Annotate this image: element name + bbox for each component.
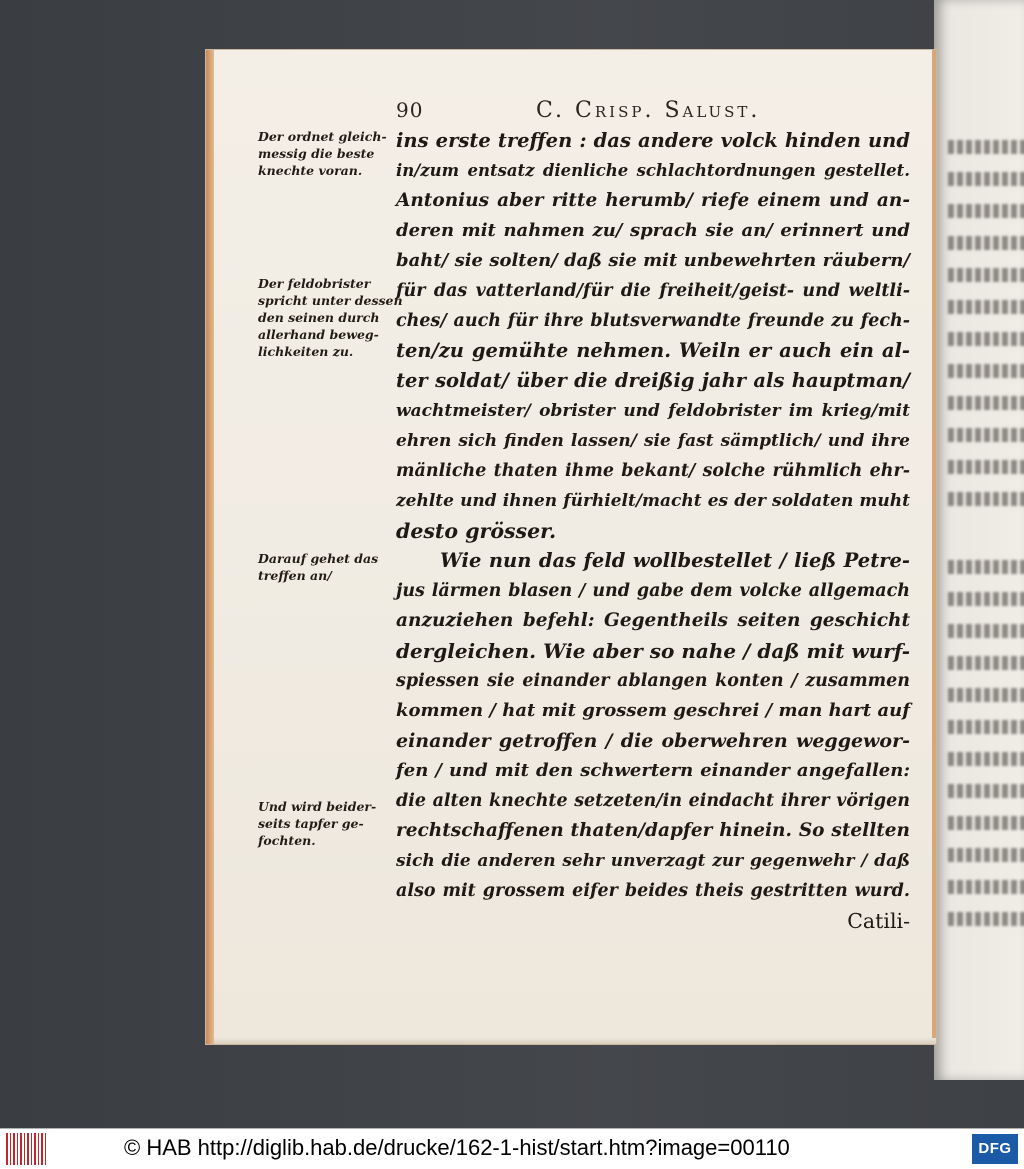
text-line: ehren sich finden lassen/ sie fast sämptlich/ und ihre: [396, 431, 910, 451]
text-line: also mit grossem eifer beides theis gestritten wurd.: [396, 881, 910, 901]
page-fore-edge: [206, 50, 214, 1044]
margin-note-line: seits tapfer ge-: [258, 816, 364, 831]
text-line: deren mit nahmen zu/ sprach sie an/ erinnert und: [396, 220, 910, 241]
copyright-link[interactable]: © HAB http://diglib.hab.de/drucke/162-1-hist/start.htm?image=00110: [124, 1135, 790, 1160]
text-line: fen / und mit den schwertern einander angefallen:: [396, 760, 910, 781]
text-line: anzuziehen befehl: Gegentheils seiten geschicht: [396, 610, 910, 631]
text-line: ter soldat/ über die dreißig jahr als hauptman/: [396, 369, 910, 392]
margin-note-line: Der ordnet gleich-: [258, 129, 387, 144]
margin-note-3: [258, 550, 398, 584]
margin-note-1: [258, 128, 398, 179]
text-line: in/zum entsatz dienliche schlachtordnungen gestellet.: [396, 161, 910, 180]
text-line: sich die anderen sehr unverzagt zur gegenwehr / daß: [396, 851, 910, 871]
margin-note-line: messig die beste: [258, 146, 375, 161]
margin-note-line: treffen an/: [258, 568, 332, 583]
margin-note-line: den seinen durch: [258, 310, 380, 325]
text-line: baht/ sie solten/ daß sie mit unbewehrten räubern/: [396, 250, 910, 271]
text-line: ten/zu gemühte nehmen. Weiln er auch ein al-: [396, 339, 910, 362]
dfg-logo: DFG: [972, 1134, 1018, 1164]
catchword: Catili-: [847, 909, 910, 933]
page-bottom-edge: [214, 1038, 936, 1044]
margin-note-line: Darauf gehet das: [258, 551, 379, 566]
text-line: die alten knechte setzeten/in eindacht ihrer vörigen: [396, 791, 910, 811]
text-line: ins erste treffen : das andere volck hinden und: [396, 129, 910, 152]
margin-note-line: Der feldobrister: [258, 276, 371, 291]
page-number: 90: [396, 98, 424, 122]
text-line: jus lärmen blasen / und gabe dem volcke allgemach: [396, 581, 910, 601]
text-line: rechtschaffenen thaten/dapfer hinein. So stellten: [396, 820, 910, 841]
text-line: Antonius aber ritte herumb/ riefe einem und an-: [396, 190, 910, 211]
text-line: mänliche thaten ihme bekant/ solche rühmlich ehr-: [396, 461, 910, 481]
margin-note-4: [258, 798, 398, 849]
text-line: für das vatterland/für die freiheit/geist- und weltli-: [396, 281, 910, 301]
margin-note-line: Und wird beider-: [258, 799, 377, 814]
page-header: [396, 98, 916, 128]
text-line: ches/ auch für ihre blutsverwandte freunde zu fech-: [396, 311, 910, 331]
text-line: einander getroffen / die oberwehren weggewor-: [396, 730, 910, 752]
margin-note-line: knechte voran.: [258, 163, 363, 178]
body-text: [396, 126, 910, 936]
text-line: wachtmeister/ obrister und feldobrister im krieg/mit: [396, 401, 910, 421]
text-line: spiessen sie einander ablangen konten / zusammen: [396, 671, 910, 691]
running-head: C. Crisp. Salust.: [536, 98, 761, 123]
margin-note-line: spricht unter dessen: [258, 293, 403, 308]
margin-note-line: fochten.: [258, 833, 316, 848]
text-line: Wie nun das feld wollbestellet / ließ Petre-: [440, 549, 910, 572]
text-line: zehlte und ihnen fürhielt/macht es der soldaten muht: [396, 491, 910, 511]
footer-bar: [0, 1128, 1024, 1169]
barcode-icon: [6, 1133, 46, 1165]
margin-note-2: [258, 275, 403, 360]
next-page-edge: [934, 0, 1024, 1080]
text-line: kommen / hat mit grossem geschrei / man hart auf: [396, 700, 910, 721]
text-line: desto grösser.: [396, 519, 557, 543]
margin-note-line: lichkeiten zu.: [258, 344, 354, 359]
margin-note-line: allerhand beweg-: [258, 327, 379, 342]
text-line: dergleichen. Wie aber so nahe / daß mit wurf-: [396, 639, 910, 663]
